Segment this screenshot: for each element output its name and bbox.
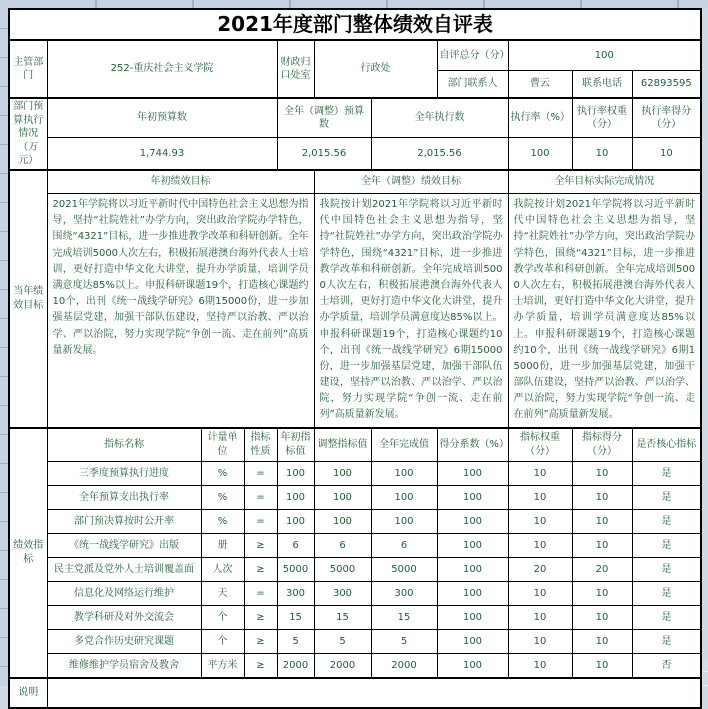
indicator-unit: 个 [201, 606, 244, 630]
indicator-initial-value: 6 [277, 534, 314, 558]
budget-col-adjusted: 全年（调整）预算数 [277, 98, 371, 138]
indicator-nature: ≥ [244, 558, 277, 582]
indicator-name: 部门预决算按时公开率 [47, 510, 201, 534]
indicator-completed-value: 6 [371, 534, 437, 558]
indicator-completed-value: 300 [371, 582, 437, 606]
indicators-section-label: 绩效指标 [9, 428, 47, 678]
goals-col-actual: 全年目标实际完成情况 [508, 170, 701, 194]
budget-value-rate: 100 [508, 138, 572, 170]
indicator-completed-value: 100 [371, 486, 437, 510]
dept-value: 252-重庆社会主义学院 [47, 40, 277, 98]
spreadsheet-top-strip [0, 0, 708, 8]
indicator-unit: % [201, 510, 244, 534]
indicator-score-coef: 100 [437, 582, 508, 606]
indicator-unit: % [201, 486, 244, 510]
indicator-adjusted-value: 100 [314, 510, 371, 534]
indicator-score-coef: 100 [437, 654, 508, 678]
phone-label: 联系电话 [572, 70, 632, 98]
indicator-unit: % [201, 462, 244, 486]
indicator-weight: 10 [508, 630, 572, 654]
indicator-nature: = [244, 510, 277, 534]
indicator-row [9, 462, 701, 486]
self-score-label: 自评总分（分） [437, 40, 508, 70]
ind-col-core: 是否核心指标 [632, 428, 701, 462]
indicator-weight: 10 [508, 534, 572, 558]
indicator-core-flag: 是 [632, 558, 701, 582]
indicator-initial-value: 100 [277, 510, 314, 534]
indicator-core-flag: 是 [632, 582, 701, 606]
indicator-core-flag: 否 [632, 654, 701, 678]
finance-office-value: 行政处 [314, 40, 437, 98]
indicator-initial-value: 300 [277, 582, 314, 606]
ind-col-unit: 计量单位 [201, 428, 244, 462]
indicator-completed-value: 100 [371, 462, 437, 486]
indicator-name: 全年预算支出执行率 [47, 486, 201, 510]
indicator-name: 信息化及网络运行维护 [47, 582, 201, 606]
indicator-nature: ≥ [244, 606, 277, 630]
indicator-score-coef: 100 [437, 630, 508, 654]
indicator-initial-value: 100 [277, 486, 314, 510]
indicator-initial-value: 2000 [277, 654, 314, 678]
indicator-initial-value: 15 [277, 606, 314, 630]
indicator-weight: 20 [508, 558, 572, 582]
indicator-score-coef: 100 [437, 558, 508, 582]
indicator-adjusted-value: 6 [314, 534, 371, 558]
indicator-row [9, 654, 701, 678]
indicator-score-coef: 100 [437, 510, 508, 534]
goals-initial-text: 2021年学院将以习近平新时代中国特色社会主义思想为指导，坚持“社院姓社”办学方向，突出政治学院办学特色，围绕“4321”目标，进一步推进教学改革和科研创新。全年完成培训5000人次左右，积极拓展港澳台海外代表人士培训，更好打造中华文化大讲堂，提升办学质量，培训学员满意度达85%以上。申报科研课题19个，打造核心课题约10个，出刊《统一战线学研究》6期15000份，进一步加强基层党建，加强干部队伍建设，坚持严以治教、严以治学、严以治院，努力实现学院“争创一流、走在前列”高质量新发展。 [47, 194, 314, 428]
budget-col-rate-score: 执行率得分（分） [632, 98, 701, 138]
indicator-name: 三季度预算执行进度 [47, 462, 201, 486]
indicator-row [9, 630, 701, 654]
indicator-name: 维修维护学员宿舍及教舍 [47, 654, 201, 678]
indicator-row [9, 606, 701, 630]
indicator-weight: 10 [508, 486, 572, 510]
contact-value: 曹云 [508, 70, 572, 98]
indicator-completed-value: 100 [371, 510, 437, 534]
ind-col-adjusted: 调整指标值 [314, 428, 371, 462]
indicator-name: 多党合作历史研究课题 [47, 630, 201, 654]
indicator-score: 10 [572, 486, 632, 510]
indicator-core-flag: 是 [632, 534, 701, 558]
budget-col-initial: 年初预算数 [47, 98, 277, 138]
indicator-score: 10 [572, 582, 632, 606]
ind-col-score: 指标得分（分） [572, 428, 632, 462]
indicator-adjusted-value: 15 [314, 606, 371, 630]
indicator-completed-value: 2000 [371, 654, 437, 678]
indicator-row [9, 582, 701, 606]
indicator-rows [9, 428, 701, 678]
budget-value-initial: 1,744.93 [47, 138, 277, 170]
indicator-row [9, 510, 701, 534]
indicator-adjusted-value: 100 [314, 486, 371, 510]
budget-value-executed: 2,015.56 [371, 138, 508, 170]
indicator-score: 10 [572, 606, 632, 630]
budget-col-rate-weight: 执行率权重（分） [572, 98, 632, 138]
budget-col-executed: 全年执行数 [371, 98, 508, 138]
indicator-core-flag: 是 [632, 510, 701, 534]
indicator-weight: 10 [508, 582, 572, 606]
budget-col-rate: 执行率（%） [508, 98, 572, 138]
indicator-score: 10 [572, 654, 632, 678]
indicator-score: 10 [572, 462, 632, 486]
indicator-score: 10 [572, 534, 632, 558]
indicator-weight: 10 [508, 462, 572, 486]
contact-label: 部门联系人 [437, 70, 508, 98]
budget-value-rate-score: 10 [632, 138, 701, 170]
indicator-row [9, 534, 701, 558]
indicator-initial-value: 5000 [277, 558, 314, 582]
indicator-adjusted-value: 5 [314, 630, 371, 654]
indicator-weight: 10 [508, 510, 572, 534]
indicator-adjusted-value: 100 [314, 462, 371, 486]
indicator-weight: 10 [508, 654, 572, 678]
indicator-initial-value: 5 [277, 630, 314, 654]
indicator-row [9, 486, 701, 510]
indicator-name: 《统一战线学研究》出版 [47, 534, 201, 558]
indicator-score-coef: 100 [437, 606, 508, 630]
indicator-row [9, 558, 701, 582]
indicator-nature: ≥ [244, 630, 277, 654]
indicator-score: 20 [572, 558, 632, 582]
indicator-completed-value: 15 [371, 606, 437, 630]
indicator-nature: ≥ [244, 534, 277, 558]
note-label: 说明 [9, 678, 47, 708]
indicator-adjusted-value: 2000 [314, 654, 371, 678]
indicator-name: 民主党派及党外人士培训覆盖面 [47, 558, 201, 582]
indicator-unit: 天 [201, 582, 244, 606]
indicator-completed-value: 5 [371, 630, 437, 654]
ind-col-completed: 全年完成值 [371, 428, 437, 462]
indicator-unit: 册 [201, 534, 244, 558]
ind-col-nature: 指标性质 [244, 428, 277, 462]
goals-adjusted-text: 我院按计划2021年学院将以习近平新时代中国特色社会主义思想为指导，坚持“社院姓社”办学方向，突出政治学院办学特色，围绕“4321”目标，进一步推进教学改革和科研创新。全年完成培训5000人次左右，积极拓展港澳台海外代表人士培训，更好打造中华文化大讲堂，提升办学质量，培训学员满意度达85%以上。申报科研课题19个，打造核心课题约10个，出刊《统一战线学研究》6期15000份，进一步加强基层党建，加强干部队伍建设，坚持严以治教、严以治学、严以治院，努力实现学院“争创一流、走在前列”高质量新发展。 [314, 194, 508, 428]
self-score-value: 100 [508, 40, 701, 70]
indicator-unit: 人次 [201, 558, 244, 582]
self-evaluation-form [8, 8, 702, 709]
budget-value-rate-weight: 10 [572, 138, 632, 170]
indicator-initial-value: 100 [277, 462, 314, 486]
indicator-nature: ≥ [244, 654, 277, 678]
dept-label: 主管部门 [9, 40, 47, 98]
indicator-core-flag: 是 [632, 630, 701, 654]
spreadsheet-left-strip [0, 0, 8, 686]
indicator-score-coef: 100 [437, 462, 508, 486]
ind-col-coef: 得分系数（%） [437, 428, 508, 462]
goals-col-initial: 年初绩效目标 [47, 170, 314, 194]
indicator-unit: 个 [201, 630, 244, 654]
ind-col-initial: 年初指标值 [277, 428, 314, 462]
goals-col-adjusted: 全年（调整）绩效目标 [314, 170, 508, 194]
indicator-core-flag: 是 [632, 486, 701, 510]
indicator-nature: = [244, 582, 277, 606]
indicator-nature: = [244, 462, 277, 486]
indicator-score-coef: 100 [437, 534, 508, 558]
note-value [47, 678, 701, 708]
indicator-unit: 平方米 [201, 654, 244, 678]
goals-actual-text: 我院按计划2021年学院将以习近平新时代中国特色社会主义思想为指导，坚持“社院姓社”办学方向，突出政治学院办学特色，围绕“4321”目标，进一步推进教学改革和科研创新。全年完成培训5000人次左右，积极拓展港澳台海外代表人士培训，更好打造中华文化大讲堂，提升办学质量，培训学员满意度达85%以上。申报科研课题19个，打造核心课题约10个，出刊《统一战线学研究》6期15000份，进一步加强基层党建，加强干部队伍建设，坚持严以治教、严以治学、严以治院，努力实现学院“争创一流、走在前列”高质量新发展。 [508, 194, 701, 428]
budget-value-adjusted: 2,015.56 [277, 138, 371, 170]
goals-section-label: 当年绩效目标 [9, 170, 47, 428]
indicator-core-flag: 是 [632, 462, 701, 486]
indicator-score: 10 [572, 630, 632, 654]
ind-col-name: 指标名称 [47, 428, 201, 462]
form-title: 2021年度部门整体绩效自评表 [9, 9, 701, 40]
finance-office-label: 财政归口处室 [277, 40, 314, 98]
indicator-name: 教学科研及对外交流会 [47, 606, 201, 630]
indicator-score-coef: 100 [437, 486, 508, 510]
indicator-adjusted-value: 300 [314, 582, 371, 606]
indicator-adjusted-value: 5000 [314, 558, 371, 582]
phone-value: 62893595 [632, 70, 701, 98]
budget-section-label: 部门预算执行情况（万元） [9, 98, 47, 170]
indicator-nature: = [244, 486, 277, 510]
indicator-weight: 10 [508, 606, 572, 630]
indicator-core-flag: 是 [632, 606, 701, 630]
indicator-completed-value: 5000 [371, 558, 437, 582]
indicator-score: 10 [572, 510, 632, 534]
ind-col-weight: 指标权重（分） [508, 428, 572, 462]
